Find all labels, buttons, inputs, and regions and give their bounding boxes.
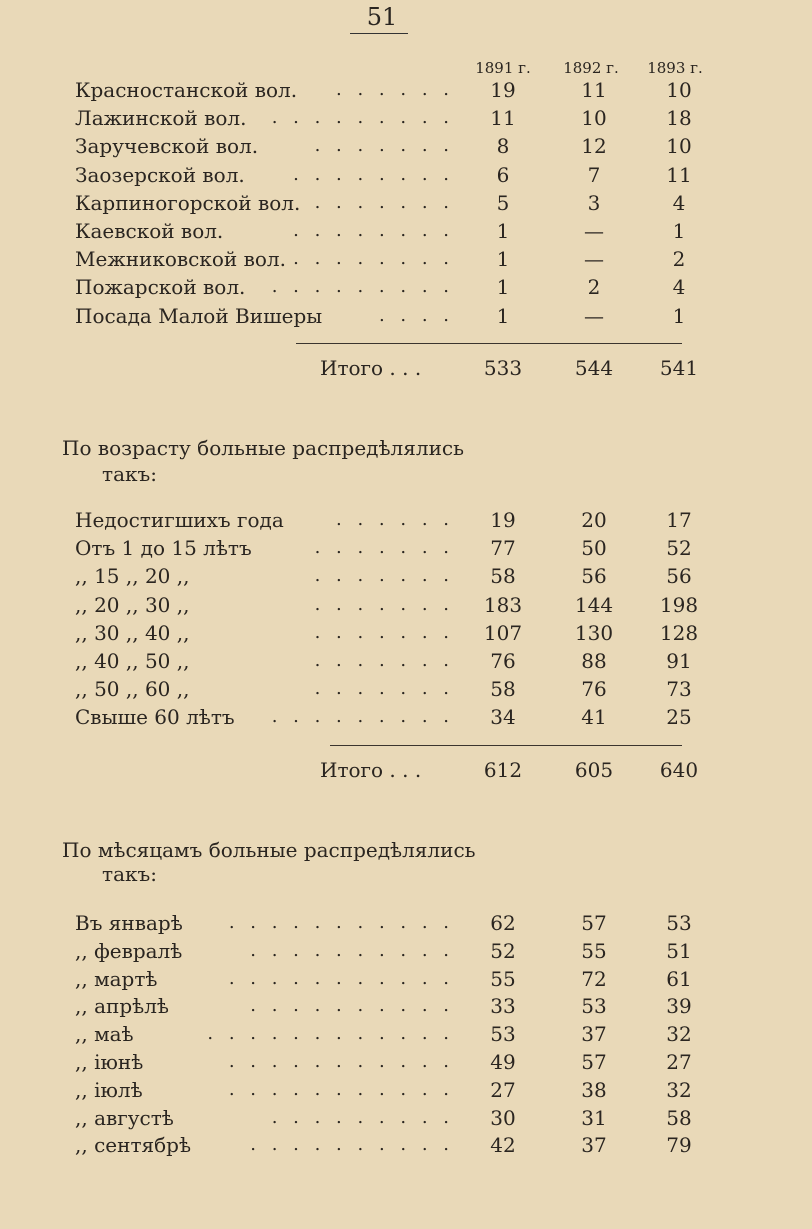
month-row <box>0 1020 812 1048</box>
value-1893: 51 <box>666 938 692 963</box>
leader-dots: . . . . . . . . <box>293 248 454 270</box>
leader-dots: . . . . . . . . . . . <box>228 912 454 933</box>
value-1892: 12 <box>581 134 607 159</box>
value-1893: 128 <box>659 620 699 645</box>
total-1892: 544 <box>574 356 614 380</box>
page-number: 51 <box>366 3 398 31</box>
value-1892: 57 <box>581 1050 607 1074</box>
row-label: ,, 15 ,, 20 ,, <box>75 564 190 589</box>
row-label: Лажинской вол. <box>75 106 247 131</box>
age-section-heading: По возрасту больные распредѣлялись <box>62 436 465 460</box>
row-label: ,, 30 ,, 40 ,, <box>75 620 190 645</box>
leader-dots: . . . . . . . . . . <box>250 939 454 961</box>
value-1893: 25 <box>666 705 692 730</box>
value-1893: 39 <box>666 994 692 1019</box>
value-1893: 58 <box>666 1105 692 1130</box>
value-1891: 52 <box>490 938 516 963</box>
row-label: ,, маѣ <box>75 1022 134 1047</box>
age-row <box>0 619 812 647</box>
leader-dots: . . . . <box>378 304 454 326</box>
value-1892: 38 <box>581 1077 607 1102</box>
value-1893: 18 <box>666 106 692 131</box>
value-1891: 183 <box>483 592 523 617</box>
leader-dots: . . . . . . . . <box>293 163 454 185</box>
row-label: ,, августѣ <box>75 1105 174 1130</box>
value-1892: 7 <box>587 162 601 187</box>
leader-dots: . . . . . . <box>336 79 454 100</box>
row-label: Недостигшихъ года <box>75 508 284 532</box>
value-1893: 10 <box>666 134 692 159</box>
row-label: ,, іюлѣ <box>75 1077 143 1102</box>
volost-row <box>0 161 812 189</box>
leader-dots: . . . . . . . <box>314 678 454 700</box>
value-1893: 32 <box>666 1022 692 1047</box>
volost-row <box>0 273 812 301</box>
value-1893: 1 <box>672 303 686 328</box>
value-1891: 8 <box>496 134 510 159</box>
value-1891: 5 <box>496 190 510 215</box>
total-1891: 612 <box>483 758 523 782</box>
total-row-volosts <box>0 354 812 382</box>
leader-dots: . . . . . . . . . <box>271 276 454 298</box>
row-label: Межниковской вол. <box>75 247 286 272</box>
age-row <box>0 591 812 619</box>
value-1891: 62 <box>490 911 516 935</box>
value-1891: 6 <box>496 162 510 187</box>
value-1893: 2 <box>672 247 686 272</box>
row-label: Заручевской вол. <box>75 134 259 159</box>
value-1893: 73 <box>666 677 692 702</box>
value-1892: 37 <box>581 1133 607 1158</box>
value-1891: 19 <box>490 508 516 532</box>
total-rule-2 <box>330 745 682 746</box>
value-1892: 31 <box>581 1105 607 1130</box>
row-label: ,, сентябрѣ <box>75 1133 192 1158</box>
leader-dots: . . . . . . . <box>314 593 454 615</box>
row-label: Заозерской вол. <box>75 162 245 187</box>
leader-dots: . . . . . . . . . . . <box>228 1078 454 1100</box>
value-1892: 11 <box>581 78 607 102</box>
leader-dots: . . . . . . . <box>314 621 454 643</box>
leader-dots: . . . . . . . . . <box>271 107 454 129</box>
row-label: Свыше 60 лѣтъ <box>75 705 235 730</box>
row-label: Въ январѣ <box>75 911 183 935</box>
volost-row <box>0 189 812 217</box>
page-number-rule <box>350 33 408 34</box>
row-label: Отъ 1 до 15 лѣтъ <box>75 536 252 561</box>
value-1893: 198 <box>659 592 699 617</box>
value-1892: 88 <box>581 649 607 673</box>
value-1891: 1 <box>496 247 510 272</box>
value-1892: 76 <box>581 677 607 702</box>
leader-dots: . . . . . . . . . . . <box>228 1051 454 1072</box>
total-1893: 541 <box>659 356 699 380</box>
value-1891: 30 <box>490 1105 516 1130</box>
value-1893: 79 <box>666 1133 692 1158</box>
value-1892: 57 <box>581 911 607 935</box>
value-1893: 11 <box>666 162 692 187</box>
value-1892: 56 <box>581 564 607 589</box>
value-1892: 37 <box>581 1022 607 1047</box>
leader-dots: . . . . . . . <box>314 537 454 559</box>
total-rule-1 <box>296 343 682 344</box>
leader-dots: . . . . . . . <box>314 650 454 671</box>
value-1891: 107 <box>483 620 523 645</box>
age-row <box>0 506 812 534</box>
value-1893: 4 <box>672 190 686 215</box>
leader-dots: . . . . . . . . . . <box>250 1134 454 1156</box>
row-label: ,, 50 ,, 60 ,, <box>75 677 190 702</box>
value-1892: 130 <box>574 620 614 645</box>
month-row <box>0 1048 812 1076</box>
value-1893: 1 <box>672 219 686 243</box>
value-1892: 50 <box>581 536 607 561</box>
row-label: Каевской вол. <box>75 219 224 243</box>
value-1892: — <box>584 247 604 272</box>
total-label: Итого . . . <box>320 758 422 782</box>
month-row <box>0 909 812 937</box>
leader-dots: . . . . . . . . . . <box>250 995 454 1017</box>
year-header-1891: 1891 г. <box>475 59 531 77</box>
age-row <box>0 534 812 562</box>
value-1892: 72 <box>581 966 607 991</box>
row-label: ,, апрѣлѣ <box>75 994 169 1019</box>
row-label: Пожарской вол. <box>75 275 246 300</box>
value-1892: 20 <box>581 508 607 532</box>
year-header-1893: 1893 г. <box>647 59 703 77</box>
row-label: ,, мартѣ <box>75 966 158 991</box>
value-1891: 1 <box>496 275 510 300</box>
value-1891: 58 <box>490 564 516 589</box>
row-label: Красностанской вол. <box>75 78 298 102</box>
value-1892: 55 <box>581 938 607 963</box>
row-label: Посада Малой Вишеры <box>75 303 323 328</box>
volost-row <box>0 132 812 160</box>
value-1891: 11 <box>490 106 516 131</box>
value-1893: 32 <box>666 1077 692 1102</box>
age-section-heading-cont: такъ: <box>102 462 157 486</box>
month-row <box>0 1076 812 1104</box>
leader-dots: . . . . . . . . . . . . <box>207 1023 454 1045</box>
volost-row <box>0 302 812 330</box>
value-1892: 2 <box>587 275 601 300</box>
value-1893: 53 <box>666 911 692 935</box>
value-1891: 42 <box>490 1133 516 1158</box>
value-1891: 27 <box>490 1077 516 1102</box>
leader-dots: . . . . . . <box>336 509 454 530</box>
volost-row <box>0 245 812 273</box>
leader-dots: . . . . . . . <box>314 565 454 587</box>
value-1893: 52 <box>666 536 692 561</box>
age-row <box>0 562 812 590</box>
month-section-heading-cont: такъ: <box>102 862 157 886</box>
value-1891: 76 <box>490 649 516 673</box>
leader-dots: . . . . . . . . <box>293 220 454 241</box>
row-label: ,, февралѣ <box>75 938 183 963</box>
value-1891: 53 <box>490 1022 516 1047</box>
month-section-heading: По мѣсяцамъ больные распредѣлялись <box>62 838 476 862</box>
value-1893: 10 <box>666 78 692 102</box>
total-label: Итого . . . <box>320 356 422 380</box>
leader-dots: . . . . . . . <box>314 135 454 157</box>
value-1891: 49 <box>490 1050 516 1074</box>
year-header-1892: 1892 г. <box>563 59 619 77</box>
total-1891: 533 <box>483 356 523 380</box>
value-1891: 19 <box>490 78 516 102</box>
value-1891: 55 <box>490 966 516 991</box>
value-1892: — <box>584 303 604 328</box>
value-1892: 10 <box>581 106 607 131</box>
total-row-ages <box>0 756 812 784</box>
age-row <box>0 675 812 703</box>
value-1893: 56 <box>666 564 692 589</box>
value-1893: 91 <box>666 649 692 673</box>
value-1893: 17 <box>666 508 692 532</box>
value-1892: 41 <box>581 705 607 730</box>
leader-dots: . . . . . . . . . . . <box>228 967 454 989</box>
value-1891: 1 <box>496 303 510 328</box>
total-1892: 605 <box>574 758 614 782</box>
value-1891: 58 <box>490 677 516 702</box>
value-1891: 34 <box>490 705 516 730</box>
row-label: ,, 20 ,, 30 ,, <box>75 592 190 617</box>
age-row <box>0 703 812 731</box>
row-label: Карпиногорской вол. <box>75 190 301 215</box>
leader-dots: . . . . . . . <box>314 191 454 213</box>
value-1892: — <box>584 219 604 243</box>
month-row <box>0 1131 812 1159</box>
month-row <box>0 992 812 1020</box>
row-label: ,, іюнѣ <box>75 1050 144 1074</box>
total-1893: 640 <box>659 758 699 782</box>
value-1891: 77 <box>490 536 516 561</box>
value-1892: 3 <box>587 190 601 215</box>
value-1891: 33 <box>490 994 516 1019</box>
month-row <box>0 965 812 993</box>
age-row <box>0 647 812 675</box>
month-row <box>0 1104 812 1132</box>
month-row <box>0 937 812 965</box>
leader-dots: . . . . . . . . . <box>271 706 454 728</box>
value-1893: 61 <box>666 966 692 991</box>
volost-row <box>0 217 812 245</box>
volost-row <box>0 104 812 132</box>
value-1892: 144 <box>574 592 614 617</box>
value-1893: 4 <box>672 275 686 300</box>
row-label: ,, 40 ,, 50 ,, <box>75 649 190 673</box>
leader-dots: . . . . . . . . . <box>271 1106 454 1128</box>
volost-row <box>0 76 812 104</box>
value-1891: 1 <box>496 219 510 243</box>
value-1893: 27 <box>666 1050 692 1074</box>
value-1892: 53 <box>581 994 607 1019</box>
